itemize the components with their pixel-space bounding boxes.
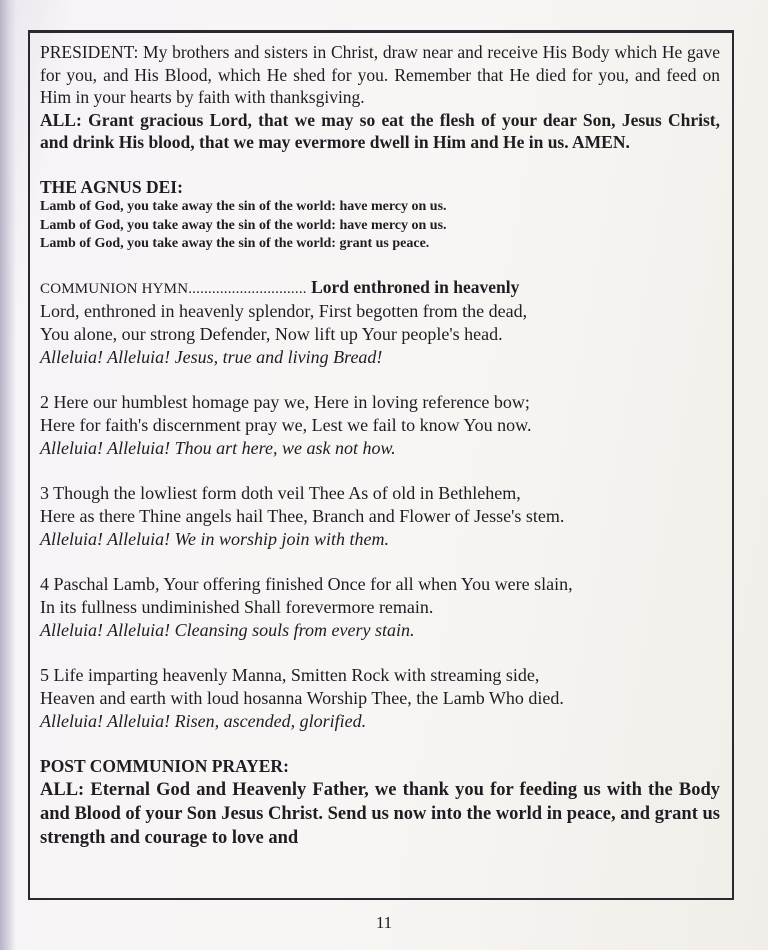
verse-line: Heaven and earth with loud hosanna Worship Thee, the Lamb Who died. [40, 688, 564, 708]
content-frame [28, 30, 734, 900]
verse-line: Here for faith's discernment pray we, Lest we fail to know You now. [40, 415, 532, 435]
verse-line: You alone, our strong Defender, Now lift up Your people's head. [40, 324, 503, 344]
verse-line: Lord, enthroned in heavenly splendor, First begotten from the dead, [40, 301, 528, 321]
all-response: ALL: Grant gracious Lord, that we may so eat the flesh of your dear Son, Jesus Christ, and drink His blood, that we may evermore dwell in Him and He in us. AMEN. [40, 109, 720, 152]
post-communion-heading: POST COMMUNION PRAYER: [40, 756, 289, 776]
post-communion-prayer: ALL: Eternal God and Heavenly Father, we thank you for feeding us with the Body and Blood of your Son Jesus Christ. Send us now into the world in peace, and grant us strength and courage to love and [40, 779, 720, 848]
hymn-verse-5 [40, 664, 720, 733]
verse-line: 5 Life imparting heavenly Manna, Smitten Rock with streaming side, [40, 665, 540, 685]
verse-refrain: Alleluia! Alleluia! We in worship join with them. [40, 529, 389, 549]
verse-line: 2 Here our humblest homage pay we, Here in loving reference bow; [40, 392, 530, 412]
page-number: 11 [375, 913, 393, 932]
agnus-dei-line: Lamb of God, you take away the sin of the world: have mercy on us. [40, 217, 447, 233]
verse-refrain: Alleluia! Alleluia! Cleansing souls from every stain. [40, 620, 415, 640]
page-edge-shadow [0, 0, 16, 950]
hymn-verse-2 [40, 391, 720, 460]
agnus-dei-line: Lamb of God, you take away the sin of the world: have mercy on us. [40, 199, 447, 214]
verse-refrain: Alleluia! Alleluia! Jesus, true and living Bread! [40, 347, 383, 367]
verse-line: In its fullness undiminished Shall forevermore remain. [40, 597, 434, 617]
post-communion-section [40, 755, 720, 850]
verse-line: Here as there Thine angels hail Thee, Branch and Flower of Jesse's stem. [40, 506, 565, 526]
hymn-heading [40, 276, 720, 301]
hymn-verse-4 [40, 573, 720, 642]
agnus-dei-line: Lamb of God, you take away the sin of the world: grant us peace. [40, 236, 430, 251]
verse-line: 4 Paschal Lamb, Your offering finished Once for all when You were slain, [40, 574, 573, 594]
hymn-title: Lord enthroned in heavenly [306, 276, 520, 297]
verse-refrain: Alleluia! Alleluia! Risen, ascended, glorified. [40, 711, 367, 731]
verse-line: 3 Though the lowliest form doth veil Thee As of old in Bethlehem, [40, 483, 521, 503]
verse-refrain: Alleluia! Alleluia! Thou art here, we ask not how. [40, 438, 396, 458]
hymn-label: COMMUNION HYMN.............................. [40, 280, 307, 297]
agnus-dei-heading: THE AGNUS DEI: [40, 176, 183, 197]
hymn-verse-1 [40, 300, 720, 369]
president-invitation: PRESIDENT: My brothers and sisters in Christ, draw near and receive His Body which He gave for you, and His Blood, which He shed for you. Remember that He died for you, and feed on Him in your hearts by faith with thanksgiving. [40, 42, 720, 107]
hymn-verse-3 [40, 482, 720, 551]
